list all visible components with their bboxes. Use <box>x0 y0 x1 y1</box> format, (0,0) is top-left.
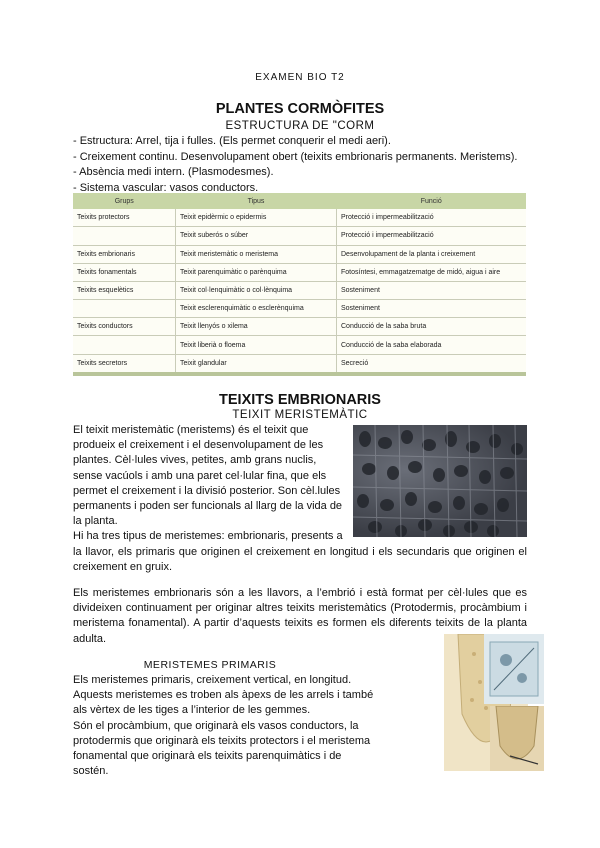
list-item: - Estructura: Arrel, tija i fulles. (Els permet conquerir el medi aeri). <box>73 135 391 147</box>
column-header-types: Tipus <box>176 193 337 209</box>
meristem-micrograph <box>353 425 527 537</box>
text-line: produeix el creixement i el desenvolupament de les <box>73 439 324 452</box>
text-line: Aquests meristemes es troben als àpexs de les arrels i també <box>73 689 374 702</box>
tissues-table <box>73 193 526 376</box>
text-line: fonamental que originarà els teixits parenquimàtics i de <box>73 750 342 763</box>
cell-type: Teixit parenquimàtic o parènquima <box>176 263 337 281</box>
column-header-function: Funció <box>337 193 527 209</box>
cell-function: Fotosíntesi, emmagatzematge de midó, aigua i aire <box>337 263 527 281</box>
text-line: Els meristemes primaris, creixement vertical, en longitud. <box>73 674 352 686</box>
text-line: permanents i poden ser funcionals al llarg de la vida de <box>73 500 343 513</box>
table-row <box>73 281 526 299</box>
text-line: sostén. <box>73 765 109 778</box>
exam-title: EXAMEN BIO T2 <box>255 72 345 83</box>
cell-function: Conducció de la saba bruta <box>337 318 527 336</box>
cell-type: Teixit esclerenquimàtic o esclerènquima <box>176 300 337 318</box>
cell-function: Sosteniment <box>337 281 527 299</box>
text-line: protodermis que originarà els teixits protectors i el meristema <box>73 734 371 747</box>
cell-type: Teixit meristemàtic o meristema <box>176 245 337 263</box>
paragraph-embryonic-meristems: Els meristemes embrionaris són a les llavors, a l’embrió i està format per cèl·lules que es divideixen continuament per originar altres teixits meristemàtics (Protodermis, procàmbium i meristema fonamental). A partir d’aquests teixits es formen els diferents teixits de la planta adulta. <box>73 587 527 645</box>
paragraph-primary-meristems <box>73 673 379 779</box>
cell-group <box>73 227 176 245</box>
root-cap-micrograph <box>490 706 544 771</box>
section1-subtitle: ESTRUCTURA DE "CORM <box>225 120 375 132</box>
cell-type: Teixit liberià o floema <box>176 336 337 354</box>
column-header-groups: Grups <box>73 193 176 209</box>
cell-type: Teixit suberós o súber <box>176 227 337 245</box>
table-row <box>73 318 526 336</box>
cell-type: Teixit llenyós o xilema <box>176 318 337 336</box>
table-row <box>73 354 526 374</box>
text-line: Hi ha tres tipus de meristemes: embrionaris, presents a <box>73 530 343 543</box>
cell-function: Desenvolupament de la planta i creixement <box>337 245 527 263</box>
section3-title: MERISTEMES PRIMARIS <box>143 659 277 671</box>
cell-group: Teixits protectors <box>73 209 176 227</box>
list-item: - Sistema vascular: vasos conductors. <box>73 181 259 194</box>
section2-subtitle: TEIXIT MERISTEMÀTIC <box>232 409 368 421</box>
section1-title: PLANTES CORMÒFITES <box>215 101 385 117</box>
cell-function: Secreció <box>337 354 527 374</box>
text-line: El teixit meristemàtic (meristems) és el teixit que <box>73 424 309 436</box>
text-line: permet el creixement i la divisió posterior. Son cèl.lules <box>73 484 341 497</box>
table-header-row <box>73 193 526 209</box>
cell-group: Teixits esquelètics <box>73 281 176 299</box>
cell-group: Teixits embrionaris <box>73 245 176 263</box>
list-item: - Absència medi intern. (Plasmodesmes). <box>73 166 274 178</box>
text-line: als vèrtex de les tiges a l’interior de les gemmes. <box>73 704 311 717</box>
features-list <box>73 134 517 196</box>
table-row <box>73 227 526 245</box>
cell-group: Teixits conductors <box>73 318 176 336</box>
cell-type: Teixit epidèrmic o epidermis <box>176 209 337 227</box>
cell-function: Protecció i impermeabilització <box>337 209 527 227</box>
text-line: la planta. <box>73 515 118 528</box>
table-row <box>73 336 526 354</box>
paragraph-meristem-types: la llavor, els primaris que originen el creixement en longitud i els secundaris que originen el creixement en gruix. <box>73 546 527 574</box>
text-line: sense vacúols i amb una paret cel·lular fina, que els <box>73 469 327 482</box>
section2-title: TEIXITS EMBRIONARIS <box>219 392 381 408</box>
cell-detail-diagram <box>484 634 544 704</box>
table-row <box>73 263 526 281</box>
cell-type: Teixit col·lenquimàtic o col·lènquima <box>176 281 337 299</box>
cell-group <box>73 336 176 354</box>
cell-function: Conducció de la saba elaborada <box>337 336 527 354</box>
cell-group: Teixits fonamentals <box>73 263 176 281</box>
text-line: Són el procàmbium, que originarà els vasos conductors, la <box>73 719 359 732</box>
text-line: plantes. Cèl·lules vives, petites, amb grans nuclis, <box>73 454 317 467</box>
cell-type: Teixit glandular <box>176 354 337 374</box>
paragraph-meristem-intro <box>73 423 349 545</box>
list-item: - Creixement continu. Desenvolupament obert (teixits embrionaris permanents. Meristems). <box>73 150 518 163</box>
cell-function: Protecció i impermeabilització <box>337 227 527 245</box>
cell-group: Teixits secretors <box>73 354 176 374</box>
table-row <box>73 300 526 318</box>
cell-function: Sosteniment <box>337 300 527 318</box>
table-row <box>73 245 526 263</box>
cell-group <box>73 300 176 318</box>
table-row <box>73 209 526 227</box>
